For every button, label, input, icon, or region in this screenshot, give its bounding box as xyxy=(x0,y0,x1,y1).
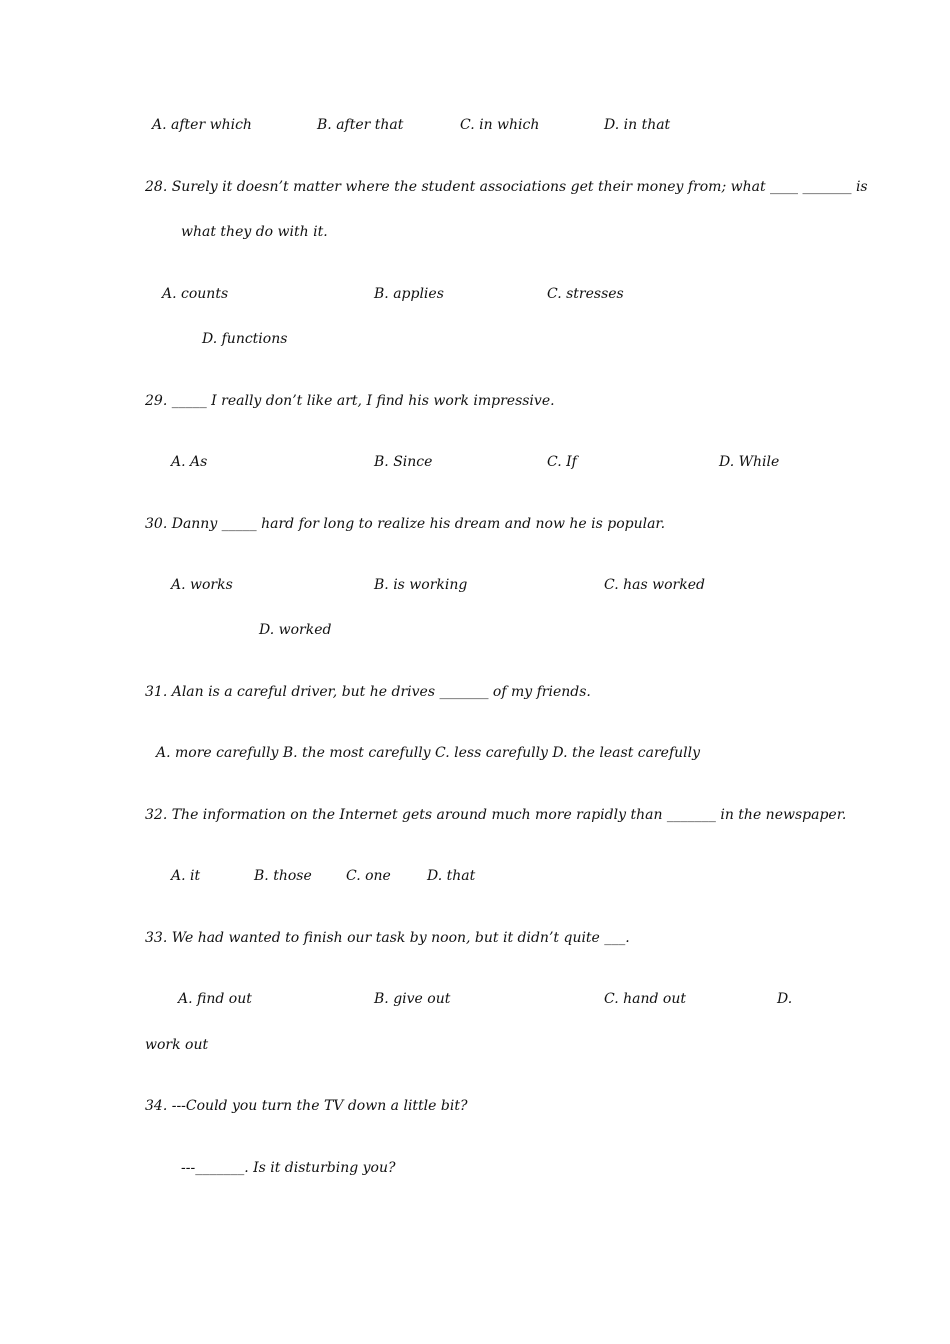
option-b: B. Since xyxy=(374,454,433,470)
option-a: A. As xyxy=(171,454,208,470)
question-stem: 30. Danny _____ hard for long to realize his dream and now he is popular. xyxy=(145,516,666,532)
question-stem: 31. Alan is a careful driver, but he drives _______ of my friends. xyxy=(145,684,591,700)
option-a: A. counts xyxy=(162,286,229,302)
option-d: D. that xyxy=(427,868,476,884)
option-c: C. in which xyxy=(460,117,540,133)
question-stem-continued: what they do with it. xyxy=(181,224,328,240)
option-c: C. has worked xyxy=(604,577,705,593)
option-c: C. stresses xyxy=(547,286,624,302)
option-b: B. those xyxy=(254,868,312,884)
question-stem: 34. ---Could you turn the TV down a little bit? xyxy=(145,1098,468,1114)
option-d: D. worked xyxy=(259,622,332,638)
option-d: D. While xyxy=(719,454,780,470)
question-stem: 28. Surely it doesn’t matter where the student associations get their money from; what ____ _______ is xyxy=(145,179,868,195)
option-b: B. is working xyxy=(374,577,468,593)
option-b: B. applies xyxy=(374,286,444,302)
option-a: A. works xyxy=(171,577,233,593)
option-c: C. If xyxy=(547,454,577,470)
option-d-label: D. xyxy=(777,991,793,1007)
option-a: A. find out xyxy=(178,991,252,1007)
option-c: C. hand out xyxy=(604,991,686,1007)
option-d: D. functions xyxy=(202,331,288,347)
option-b: B. after that xyxy=(317,117,404,133)
question-stem: 29. _____ I really don’t like art, I find his work impressive. xyxy=(145,393,555,409)
question-stem: 32. The information on the Internet gets around much more rapidly than _______ in the newspaper. xyxy=(145,807,847,823)
option-a: A. after which xyxy=(152,117,252,133)
question-stem: 33. We had wanted to finish our task by noon, but it didn’t quite ___. xyxy=(145,930,630,946)
options-line: A. more carefully B. the most carefully C. less carefully D. the least carefully xyxy=(156,745,701,761)
dialogue-reply: ---_______. Is it disturbing you? xyxy=(181,1160,396,1176)
option-a: A. it xyxy=(171,868,201,884)
option-c: C. one xyxy=(346,868,391,884)
option-b: B. give out xyxy=(374,991,451,1007)
option-d-text: work out xyxy=(145,1037,209,1053)
option-d: D. in that xyxy=(604,117,671,133)
